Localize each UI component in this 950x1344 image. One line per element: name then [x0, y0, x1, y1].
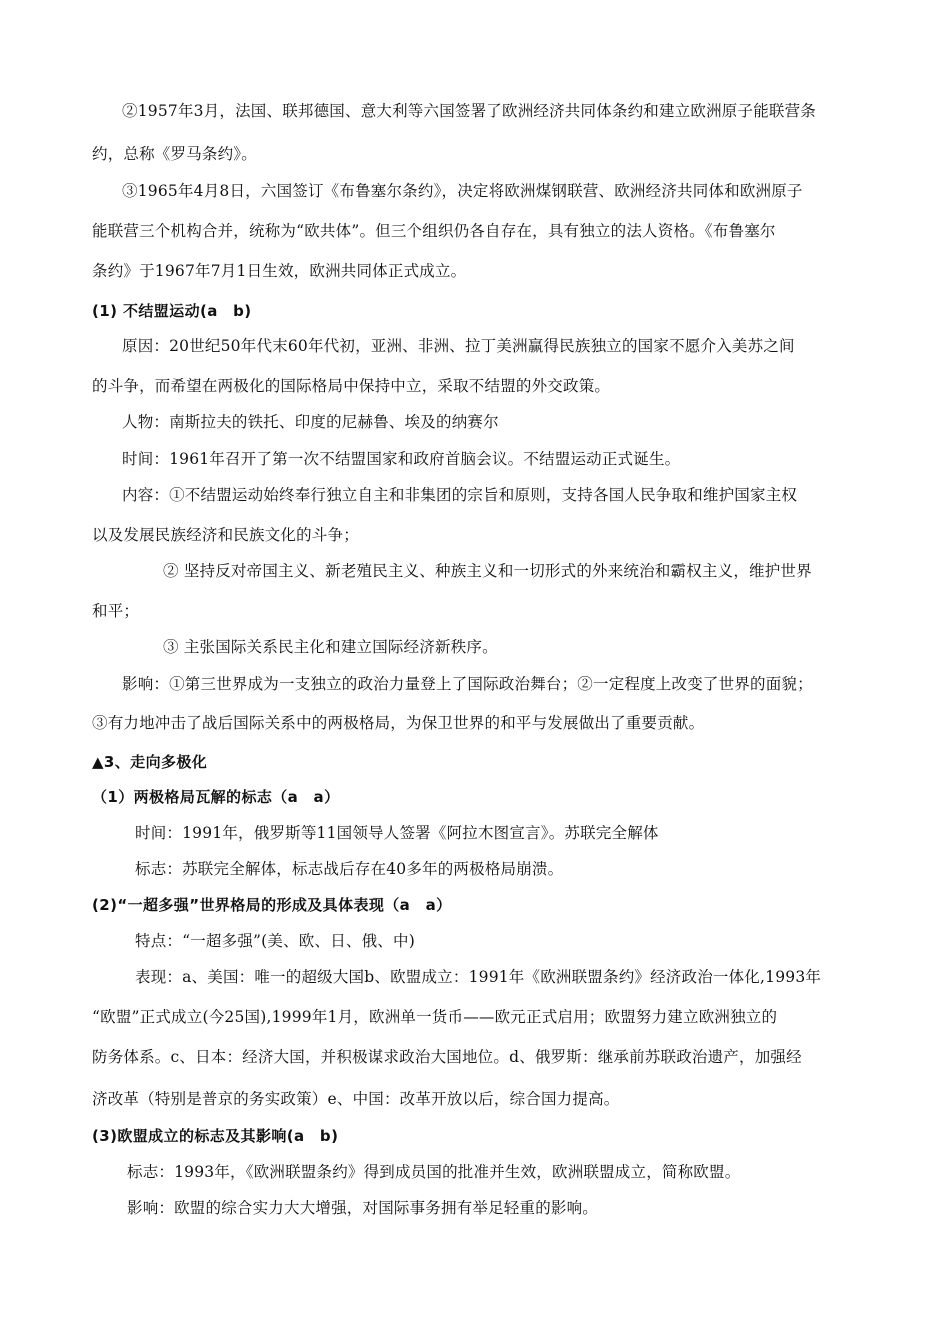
rome-treaty-line-2: 约，总称《罗马条约》。: [92, 145, 257, 163]
non-aligned-cause-line-2: 的斗争，而希望在两极化的国际格局中保持中立，采取不结盟的外交政策。: [92, 377, 611, 395]
collapse-time: 时间：1991年，俄罗斯等11国领导人签署《阿拉木图宣言》。苏联完全解体: [135, 824, 659, 842]
brussels-treaty-line-2: 能联营三个机构合并，统称为“欧共体”。但三个组织仍各自存在，具有独立的法人资格。《布鲁塞尔: [92, 222, 776, 240]
brussels-treaty-line-3: 条约》于1967年7月1日生效，欧洲共同体正式成立。: [92, 262, 467, 280]
eu-impact: 影响：欧盟的综合实力大大增强，对国际事务拥有举足轻重的影响。: [127, 1199, 599, 1217]
one-super-show-line-2: “欧盟”正式成立(今25国),1999年1月，欧洲单一货币——欧元正式启用；欧盟努力建立欧洲独立的: [92, 1008, 778, 1026]
eu-sign: 标志：1993年，《欧洲联盟条约》得到成员国的批准并生效，欧洲联盟成立，简称欧盟。: [127, 1163, 741, 1181]
one-super-show-line-4: 济改革（特别是普京的务实政策）e、中国：改革开放以后，综合国力提高。: [92, 1090, 620, 1108]
one-super-show-line-3: 防务体系。c、日本：经济大国，并积极谋求政治大国地位。d、俄罗斯：继承前苏联政治遗产，加强经: [92, 1048, 802, 1066]
brussels-treaty-line-1: ③1965年4月8日，六国签订《布鲁塞尔条约》，决定将欧洲煤钢联营、欧洲经济共同体和欧洲原子: [122, 182, 803, 200]
non-aligned-content-point-3: ③ 主张国际关系民主化和建立国际经济新秩序。: [163, 638, 498, 656]
non-aligned-content-line-1: 内容：①不结盟运动始终奉行独立自主和非集团的宗旨和原则，支持各国人民争取和维护国家主权: [122, 486, 798, 504]
non-aligned-impact-line-2: ③有力地冲击了战后国际关系中的两极格局，为保卫世界的和平与发展做出了重要贡献。: [92, 714, 705, 732]
non-aligned-content-line-2: 以及发展民族经济和民族文化的斗争；: [92, 526, 359, 544]
non-aligned-impact-line-1: 影响：①第三世界成为一支独立的政治力量登上了国际政治舞台；②一定程度上改变了世界的面貌；: [122, 675, 813, 693]
multipolar-heading: ▲3、走向多极化: [92, 753, 208, 771]
non-aligned-content-point-2-line-2: 和平；: [92, 602, 140, 620]
non-aligned-content-point-2-line-1: ② 坚持反对帝国主义、新老殖民主义、种族主义和一切形式的外来统治和霸权主义，维护世界: [163, 562, 812, 580]
non-aligned-time: 时间：1961年召开了第一次不结盟国家和政府首脑会议。不结盟运动正式诞生。: [122, 450, 681, 468]
one-super-show-line-1: 表现：a、美国：唯一的超级大国b、欧盟成立：1991年《欧洲联盟条约》经济政治一体化,1993年: [135, 968, 822, 986]
non-aligned-heading: (1) 不结盟运动(a b): [92, 302, 252, 320]
non-aligned-cause-line-1: 原因：20世纪50年代末60年代初，亚洲、非洲、拉丁美洲赢得民族独立的国家不愿介入美苏之间: [122, 337, 795, 355]
eu-heading: (3)欧盟成立的标志及其影响(a b): [92, 1127, 339, 1145]
non-aligned-people: 人物：南斯拉夫的铁托、印度的尼赫鲁、埃及的纳赛尔: [122, 413, 499, 431]
one-super-heading: (2)“一超多强”世界格局的形成及具体表现（a a）: [92, 896, 452, 914]
one-super-feature: 特点：“一超多强”(美、欧、日、俄、中): [135, 932, 415, 950]
collapse-heading: （1）两极格局瓦解的标志（a a）: [92, 788, 340, 806]
collapse-sign: 标志：苏联完全解体，标志战后存在40多年的两极格局崩溃。: [135, 860, 564, 878]
rome-treaty-line-1: ②1957年3月，法国、联邦德国、意大利等六国签署了欧洲经济共同体条约和建立欧洲原子能联营条: [122, 102, 817, 120]
